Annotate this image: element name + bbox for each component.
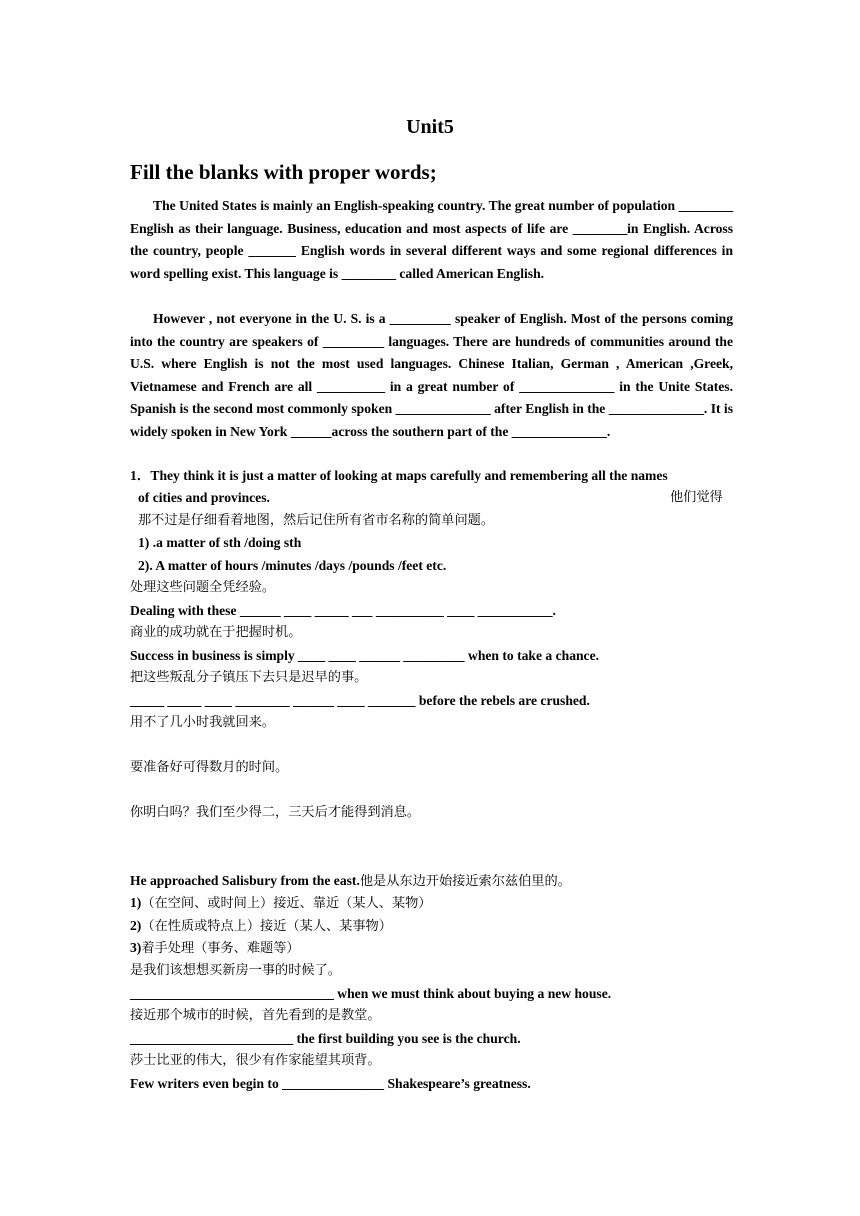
item1-example-3-en: _____ _____ ____ ________ ______ ____ _______ before the rebels are crushed. xyxy=(130,693,590,708)
item2-example-2-zh: 接近那个城市的时候，首先看到的是教堂。 xyxy=(130,1008,381,1023)
item2-sense-3-number: 3) xyxy=(130,940,142,955)
item2-example-2-en: ________________________ the first building you see is the church. xyxy=(130,1031,521,1046)
item1-example-6-zh: 你明白吗？我们至少得二，三天后才能得到消息。 xyxy=(130,805,421,820)
item2-example-1-en: ______________________________ when we must think about buying a new house. xyxy=(130,986,612,1001)
item2-sense-2 xyxy=(130,915,740,939)
item1-usage-2: 2). A matter of hours /minutes /days /pounds /feet etc. xyxy=(138,558,447,573)
item2-sense-2-text: （在性质或特点上）接近（某人、某事物） xyxy=(141,919,392,934)
item1-example-2-zh: 商业的成功就在于把握时机。 xyxy=(130,625,302,640)
item1-example-1-en: Dealing with these ______ ____ _____ ___ __________ ____ ___________. xyxy=(130,603,556,618)
section-heading: Fill the blanks with proper words; xyxy=(130,160,437,184)
item1-usage-1: 1) .a matter of sth /doing sth xyxy=(138,535,302,550)
page-title: Unit5 xyxy=(406,116,454,138)
item2-example-3-en: Few writers even begin to _______________ Shakespeare’s greatness. xyxy=(130,1076,531,1091)
item2-sense-3 xyxy=(130,937,740,961)
item1-example-1-zh: 处理这些问题全凭经验。 xyxy=(130,580,276,595)
item2-sense-1-text: （在空间、或时间上）接近、靠近（某人、某物） xyxy=(141,896,432,911)
item2-sentence xyxy=(130,870,740,894)
item2-example-3-zh: 莎士比亚的伟大，很少有作家能望其项背。 xyxy=(130,1053,381,1068)
item2-example-1-zh: 是我们该想想买新房一事的时候了。 xyxy=(130,963,341,978)
item1-sentence-en: 1．They think it is just a matter of looking at maps carefully and remembering all the names xyxy=(130,468,668,483)
passage-paragraph-1: The United States is mainly an English-speaking country. The great number of population ________ English as their language. Business, education and most aspects of life are ________in English. Across the country, people _______ English words in several different ways and some regional differences in word spelling exist. This language is ________ called American English. xyxy=(130,198,733,281)
passage-paragraph-2: However , not everyone in the U. S. is a _________ speaker of English. Most of the persons coming into the country are speakers of _________ languages. There are hundreds of communities around the U.S. where English is not the most used languages. Chinese Italian, German , American ,Greek, Vietnamese and French are all __________ in a great number of ______________ in the Unite States. Spanish is the second most commonly spoken ______________ after English in the ______________. It is widely spoken in New York ______across the southern part of the ______________. xyxy=(130,311,733,439)
item2-sense-2-number: 2) xyxy=(130,918,142,933)
item2-sentence-zh: 他是从东边开始接近索尔兹伯里的。 xyxy=(359,874,571,889)
item2-sense-1 xyxy=(130,892,740,916)
item1-example-4-zh: 用不了几小时我就回来。 xyxy=(130,715,276,730)
item2-sense-3-text: 着手处理（事务、难题等） xyxy=(141,941,300,956)
item1-sentence-zh: 那不过是仔细看着地图，然后记住所有省市名称的简单问题。 xyxy=(138,513,495,528)
item1-sentence-zh-start: 他们觉得 xyxy=(670,490,723,505)
item2-sentence-en: He approached Salisbury from the east. xyxy=(130,873,360,888)
item1-example-3-zh: 把这些叛乱分子镇压下去只是迟早的事。 xyxy=(130,670,368,685)
item1-example-5-zh: 要准备好可得数月的时间。 xyxy=(130,760,289,775)
item2-sense-1-number: 1) xyxy=(130,895,142,910)
item1-sentence-en-cont: of cities and provinces. xyxy=(138,490,270,505)
item1-example-2-en: Success in business is simply ____ ____ ______ _________ when to take a chance. xyxy=(130,648,600,663)
